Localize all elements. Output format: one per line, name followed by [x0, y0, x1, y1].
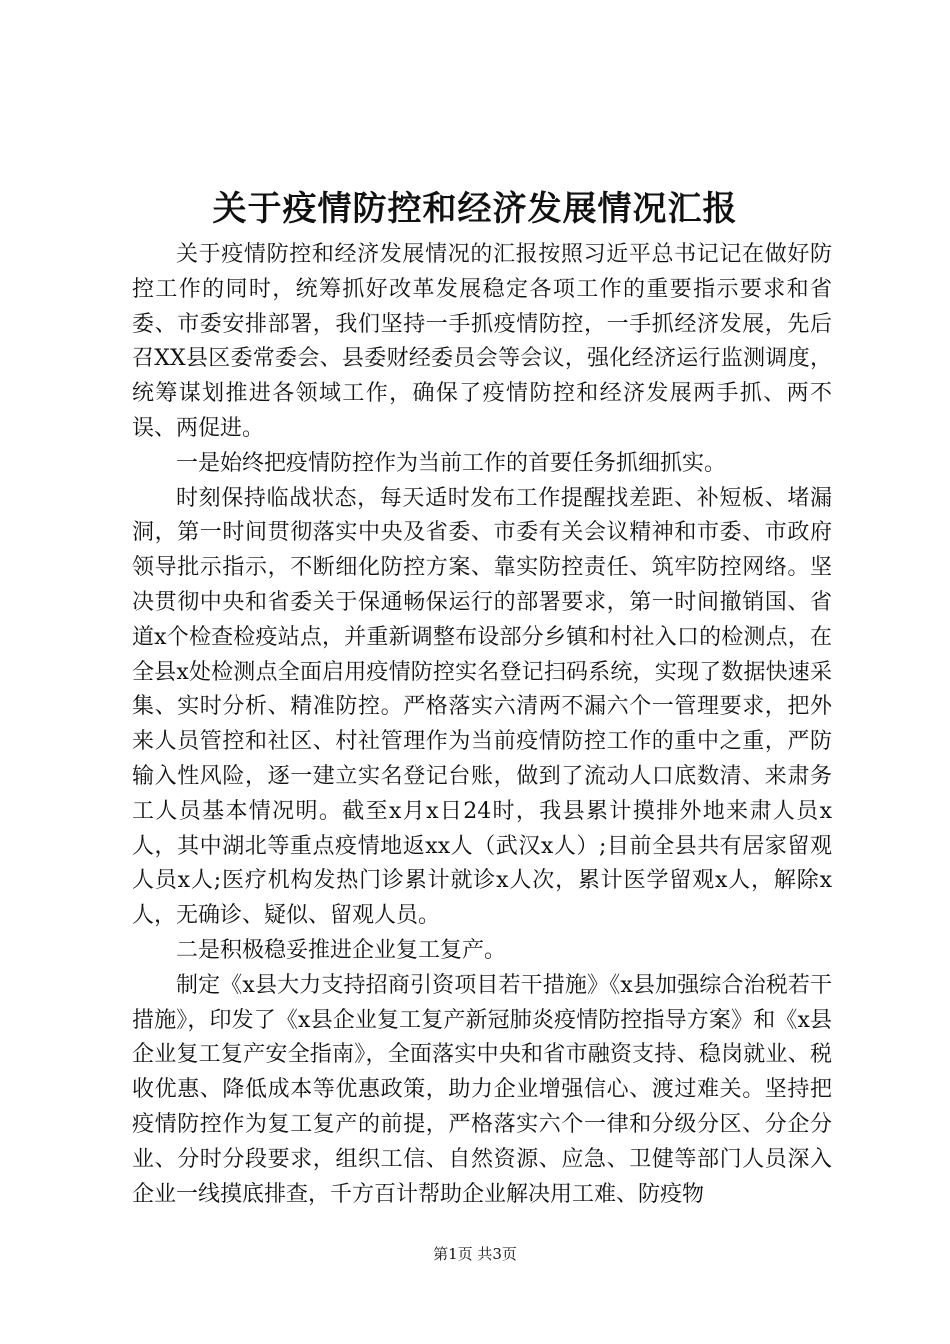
paragraph-heading-1: 一是始终把疫情防控作为当前工作的首要任务抓细抓实。	[176, 450, 727, 476]
document-body	[132, 238, 832, 1212]
document-title: 关于疫情防控和经济发展情况汇报	[212, 189, 738, 229]
page-number-footer: 第1页 共3页	[433, 1245, 517, 1263]
paragraph-epidemic-control: 时刻保持临战状态，每天适时发布工作提醒找差距、补短板、堵漏洞，第一时间贯彻落实中央及省委、市委有关会议精神和市委、市政府领导批示指示，不断细化防控方案、靠实防控责任、筑牢防控网络。坚决贯彻中央和省委关于保通畅保运行的部署要求，第一时间撤销国、省道x个检查检疫站点，并重新调整布设部分乡镇和村社入口的检测点，在全县x处检测点全面启用疫情防控实名登记扫码系统，实现了数据快速采集、实时分析、精准防控。严格落实六清两不漏六个一管理要求，把外来人员管控和社区、村社管理作为当前疫情防控工作的重中之重，严防输入性风险，逐一建立实名登记台账，做到了流动人口底数清、来肃务工人员基本情况明。截至x月x日24时，我县累计摸排外地来肃人员x人，其中湖北等重点疫情地返xx人（武汉x人）;目前全县共有居家留观人员x人;医疗机构发热门诊累计就诊x人次，累计医学留观x人，解除x人，无确诊、疑似、留观人员。	[132, 485, 832, 929]
paragraph-intro: 关于疫情防控和经济发展情况的汇报按照习近平总书记记在做好防控工作的同时，统筹抓好改革发展稳定各项工作的重要指示要求和省委、市委安排部署，我们坚持一手抓疫情防控，一手抓经济发展，先后召XX县区委常委会、县委财经委员会等会议，强化经济运行监测调度，统筹谋划推进各领域工作，确保了疫情防控和经济发展两手抓、两不误、两促进。	[132, 242, 832, 441]
paragraph-heading-2: 二是积极稳妥推进企业复工复产。	[176, 937, 507, 963]
paragraph-resumption: 制定《x县大力支持招商引资项目若干措施》《x县加强综合治税若干措施》，印发了《x县企业复工复产新冠肺炎疫情防控指导方案》和《x县企业复工复产安全指南》，全面落实中央和省市融资支持、稳岗就业、税收优惠、降低成本等优惠政策，助力企业增强信心、渡过难关。坚持把疫情防控作为复工复产的前提，严格落实六个一律和分级分区、分企分业、分时分段要求，组织工信、自然资源、应急、卫健等部门人员深入企业一线摸底排查，千方百计帮助企业解决用工难、防疫物	[132, 972, 832, 1207]
